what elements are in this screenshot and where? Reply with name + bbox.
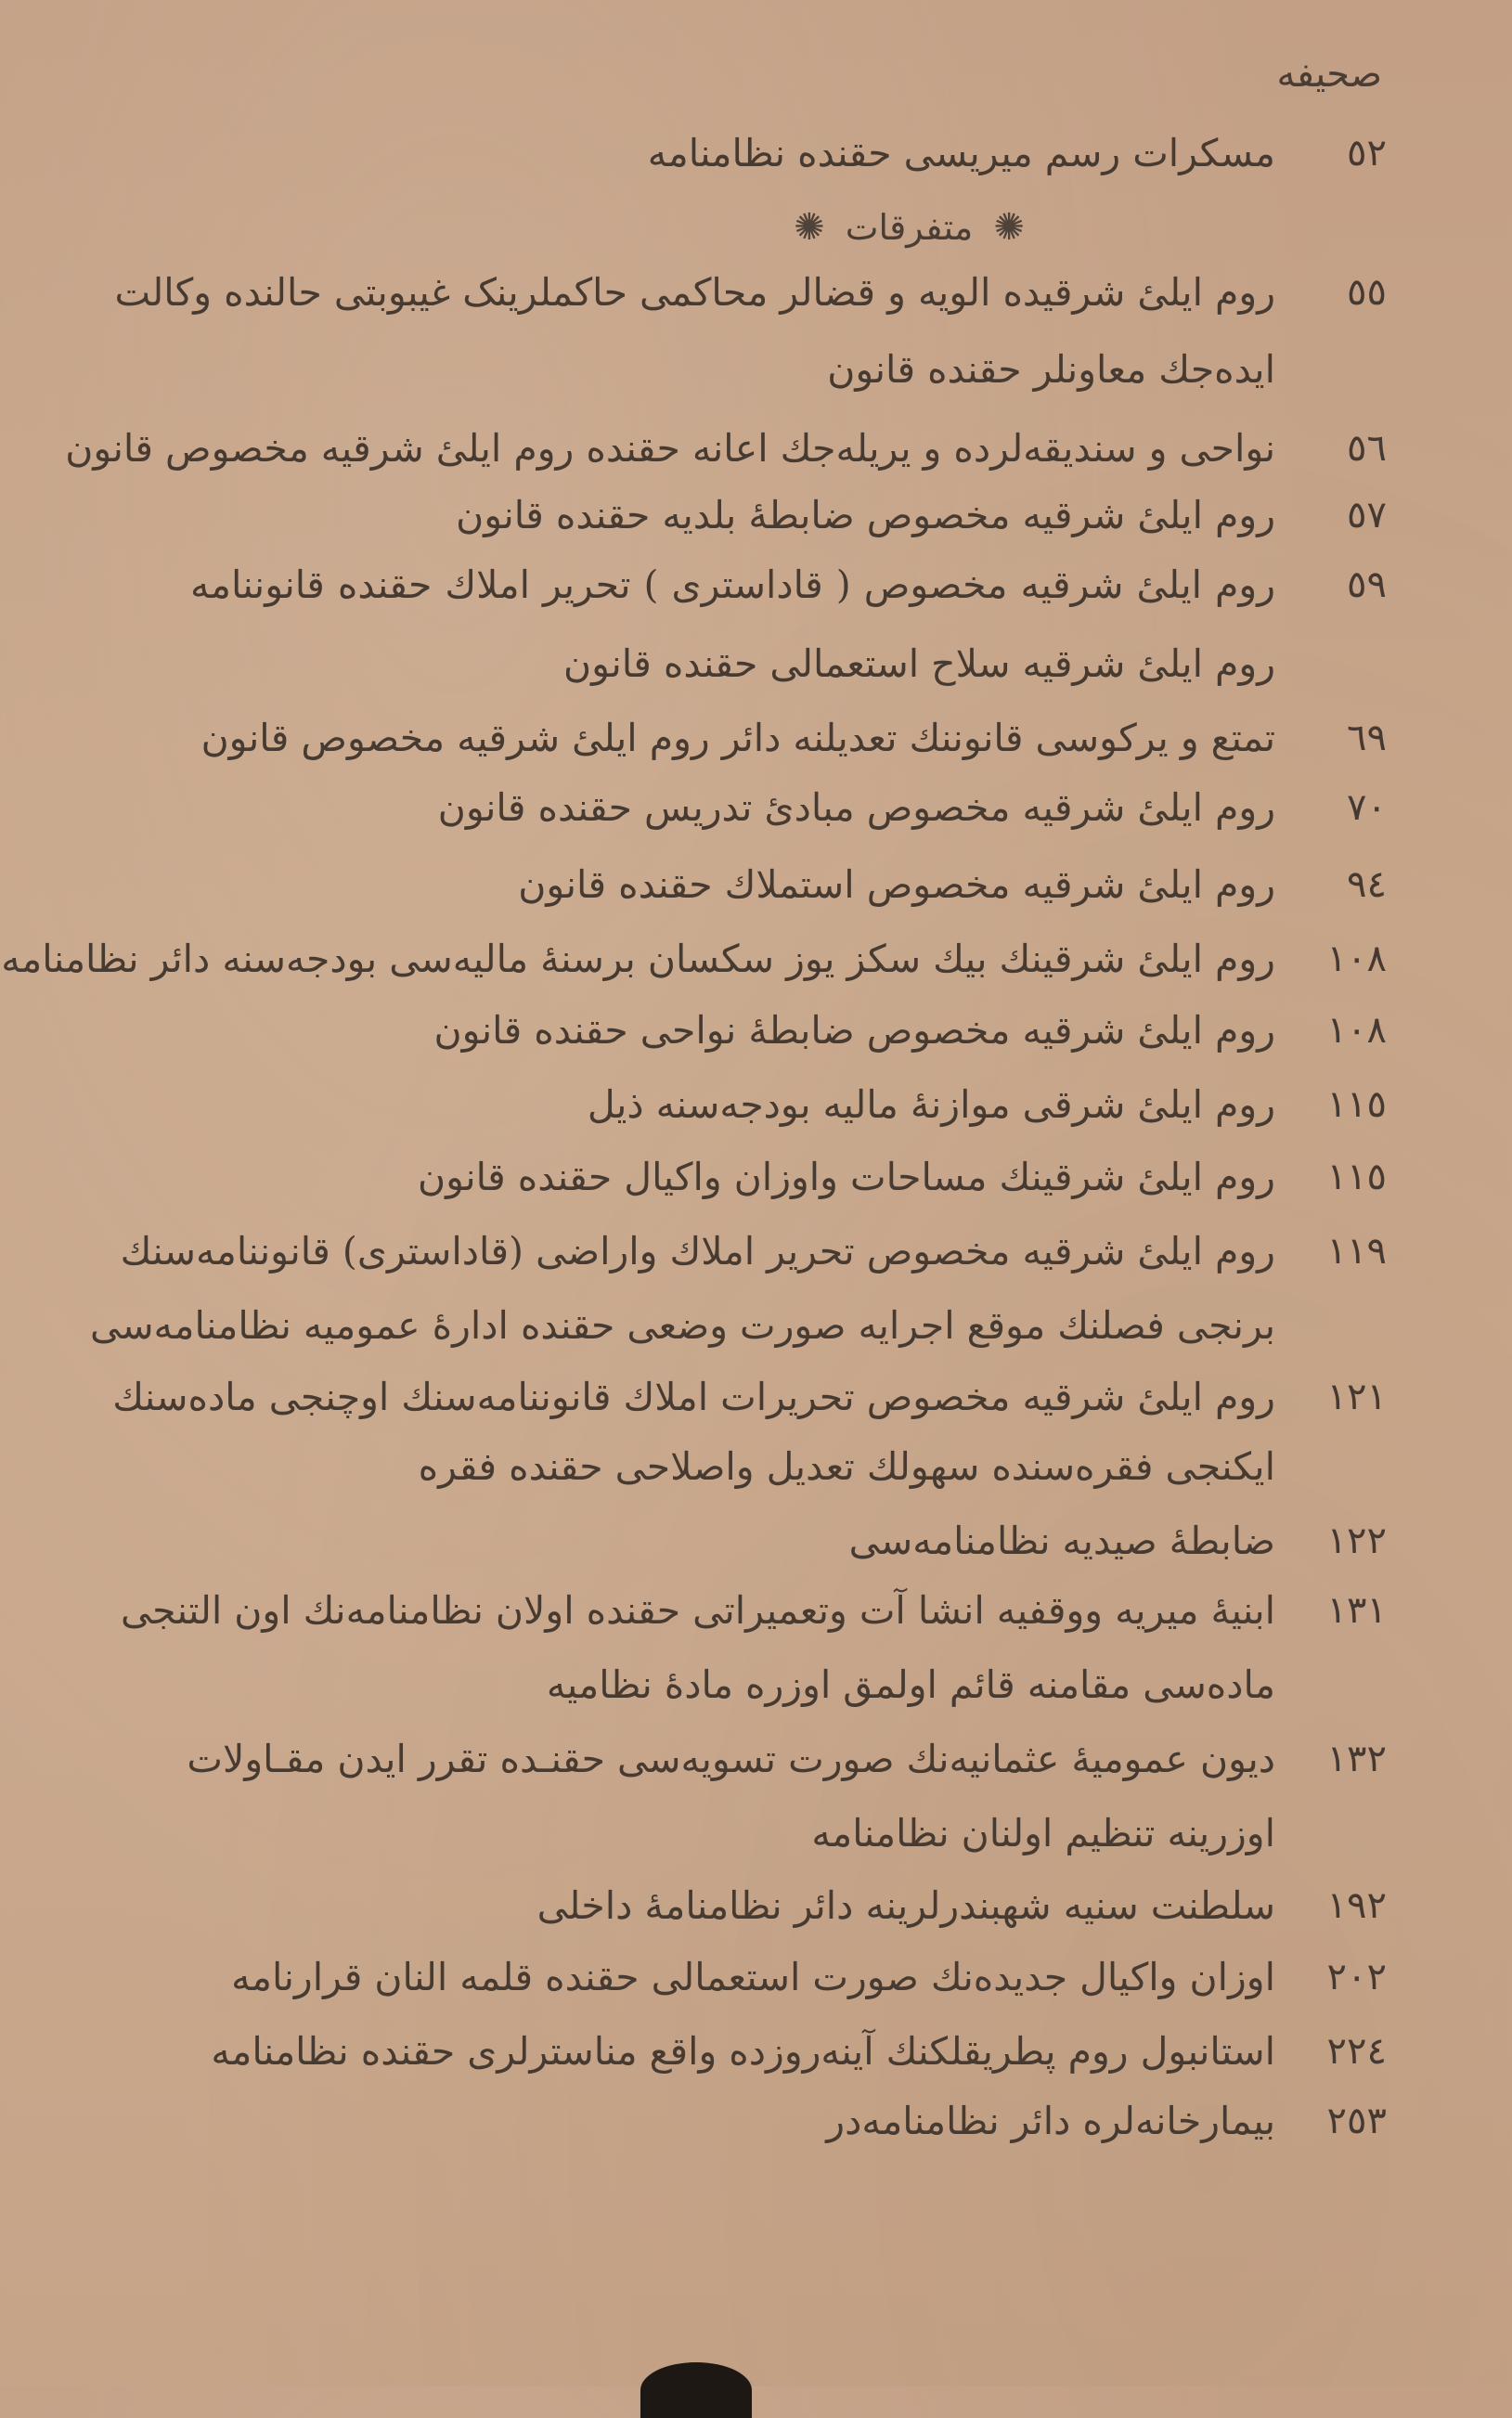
entry-title-continuation: اوزرینه تنظیم اولنان نظامنامه <box>811 1811 1275 1856</box>
toc-entry <box>0 2019 1512 2084</box>
toc-entry <box>0 926 1512 991</box>
page-number: ١٢٢ <box>1326 1519 1387 1562</box>
entry-title: سلطنت سنیه شهبندرلرینه دائر نظامنامهٔ داخلی <box>536 1883 1275 1928</box>
entry-title: روم ایلیٔ شرقینك بیك سکز یوز سکسان برسنهٔ مالیه‌سی بودجه‌سنه دائر نظامنامه <box>1 937 1275 981</box>
toc-entry <box>0 705 1512 770</box>
entry-title: روم ایلیٔ شرقیه مخصوص استملاك حقنده قانون <box>518 862 1275 907</box>
entry-title: بیمارخانه‌لره دائر نظامنامه‌در <box>826 2099 1275 2143</box>
toc-entry <box>0 483 1512 548</box>
page-number: ١٣١ <box>1326 1589 1387 1632</box>
toc-entry <box>0 552 1512 617</box>
page-number: ٢٠٢ <box>1326 1956 1387 1998</box>
toc-entry-continuation <box>0 337 1512 402</box>
toc-entry <box>0 1873 1512 1938</box>
toc-entry-continuation <box>0 1293 1512 1358</box>
toc-entry <box>0 1364 1512 1429</box>
entry-title: نواحی و سندیقه‌لرده و یریله‌جك اعانه حقنده روم ایلیٔ شرقیه مخصوص قانون <box>65 426 1275 471</box>
page-number: ٧٠ <box>1347 786 1387 829</box>
ink-blot-mark <box>640 2362 752 2418</box>
toc-entry <box>0 1219 1512 1284</box>
page-column-header: صحیفه <box>1276 53 1382 96</box>
section-heading <box>0 195 1512 260</box>
toc-entry <box>0 2088 1512 2153</box>
page-number: ١٢١ <box>1326 1376 1387 1418</box>
toc-entry <box>0 1945 1512 2010</box>
entry-title-continuation: ایکنجی فقره‌سنده سهولك تعدیل واصلاحی حقنده فقره <box>418 1444 1275 1489</box>
entry-title: روم ایلیٔ شرقیه مخصوص ( قاداستری ) تحریر املاك حقنده قانوننامه <box>190 562 1275 607</box>
toc-entry <box>0 1508 1512 1573</box>
entry-title: ضابطهٔ صیدیه نظامنامه‌سی <box>848 1519 1275 1563</box>
toc-entry <box>0 1726 1512 1791</box>
page-number: ٥٦ <box>1347 427 1387 470</box>
page-number: ١٣٢ <box>1326 1738 1387 1780</box>
entry-title-continuation: ایده‌جك معاونلر حقنده قانون <box>827 347 1275 392</box>
entry-title: روم ایلیٔ شرقی موازنهٔ مالیه بودجه‌سنه ذیل <box>587 1082 1275 1127</box>
page-number: ٥٩ <box>1347 563 1387 606</box>
entry-title: روم ایلیٔ شرقیه مخصوص مبادیٔ تدریس حقنده قانون <box>437 785 1275 830</box>
entry-title-continuation: برنجی فصلنك موقع اجرایه صورت وضعی حقنده ادارهٔ عمومیه نظامنامه‌سی <box>90 1303 1275 1348</box>
page-number: ٥٥ <box>1347 271 1387 314</box>
toc-entry <box>0 1072 1512 1137</box>
page-number: ١١٥ <box>1326 1156 1387 1198</box>
toc-entry-continuation <box>0 1652 1512 1717</box>
toc-entry <box>0 775 1512 840</box>
toc-entry <box>0 416 1512 481</box>
page-number: ٦٩ <box>1347 717 1387 759</box>
toc-entry <box>0 1144 1512 1209</box>
toc-entry <box>0 998 1512 1063</box>
entry-title-continuation: ماده‌سی مقامنه قائم اولمق اوزره مادهٔ نظامیه <box>546 1662 1275 1707</box>
entry-title: روم ایلیٔ شرقیه مخصوص ضابطهٔ بلدیه حقنده قانون <box>456 493 1275 537</box>
section-title: متفرقات <box>845 207 974 248</box>
entry-title: روم ایلیٔ شرقینك مساحات واوزان واکیال حقنده قانون <box>417 1155 1275 1199</box>
page-number: ٢٢٤ <box>1326 2030 1387 2073</box>
page-number: ٥٢ <box>1347 132 1387 175</box>
entry-title: روم ایلیٔ شرقیه مخصوص ضابطهٔ نواحی حقنده قانون <box>433 1008 1275 1053</box>
entry-title: ابنیهٔ میریه ووقفیه انشا آت وتعمیراتی حقنده اولان نظامنامه‌نك اون التنجی <box>121 1588 1275 1633</box>
entry-title: مسکرات رسم میریسی حقنده نظامنامه <box>647 131 1275 175</box>
toc-entry-continuation <box>0 1434 1512 1499</box>
star-ornament-icon: ✺ <box>993 206 1025 249</box>
toc-entry-continuation <box>0 1801 1512 1866</box>
page-number: ١١٥ <box>1326 1083 1387 1126</box>
toc-entry <box>0 121 1512 186</box>
toc-entry <box>0 852 1512 917</box>
page-number: ١٩٢ <box>1326 1884 1387 1927</box>
entry-title: روم ایلیٔ شرقیده الویه و قضالر محاکمی حاکملرینک غیبوبتی حالنده وکالت <box>114 270 1275 315</box>
page-number: ٥٧ <box>1347 494 1387 537</box>
entry-title: تمتع و یرکوسی قانوننك تعدیلنه دائر روم ایلیٔ شرقیه مخصوص قانون <box>200 716 1275 760</box>
toc-entry <box>0 1578 1512 1643</box>
page-number: ٢٥٣ <box>1326 2100 1387 2142</box>
entry-title-continuation: روم ایلیٔ شرقیه سلاح استعمالی حقنده قانون <box>563 641 1275 686</box>
toc-entry-continuation <box>0 631 1512 696</box>
entry-title: استانبول روم پطریقلکنك آینه‌روزده واقع مناسترلری حقنده نظامنامه <box>211 2029 1275 2074</box>
toc-entry <box>0 260 1512 325</box>
page-number: ٩٤ <box>1347 863 1387 906</box>
entry-title: روم ایلیٔ شرقیه مخصوص تحریر املاك واراضی (قاداستری) قانوننامه‌سنك <box>120 1229 1275 1274</box>
entry-title: دیون عمومیهٔ عثمانیه‌نك صورت تسویه‌سی حقنـده تقرر ایدن مقـاولات <box>187 1737 1275 1781</box>
entry-title: اوزان واکیال جدیده‌نك صورت استعمالی حقنده قلمه النان قرارنامه <box>231 1955 1275 1999</box>
page-number: ١١٩ <box>1326 1230 1387 1273</box>
star-ornament-icon: ✺ <box>794 206 825 249</box>
page-number: ١٠٨ <box>1326 1009 1387 1052</box>
entry-title: روم ایلیٔ شرقیه مخصوص تحریرات املاك قانوننامه‌سنك اوچنجی ماده‌سنك <box>112 1375 1275 1419</box>
page-number: ١٠٨ <box>1326 937 1387 980</box>
